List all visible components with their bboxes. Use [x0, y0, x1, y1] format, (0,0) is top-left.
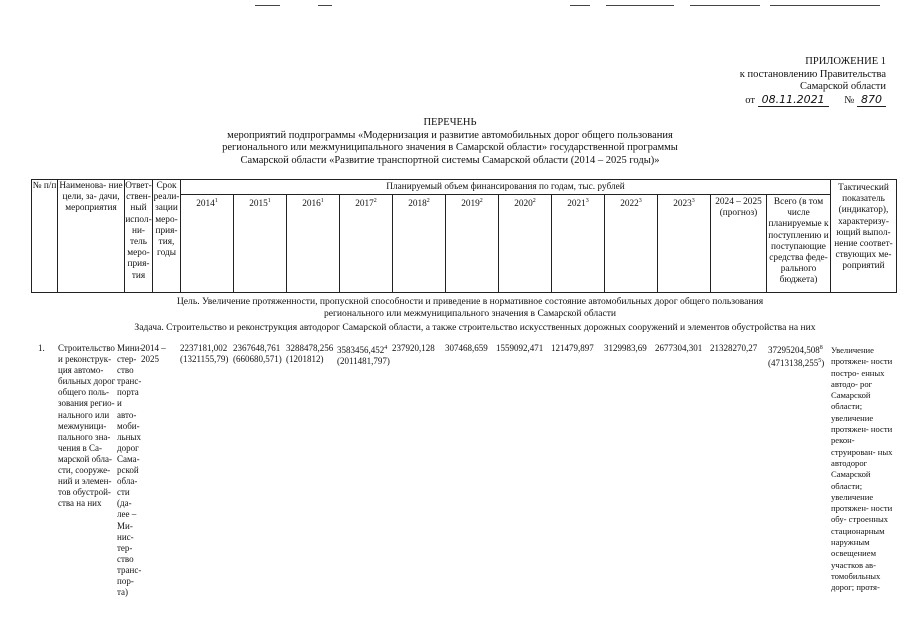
year-label: 2015 — [249, 199, 268, 210]
year-footnote: 2 — [532, 198, 536, 204]
header-year-2019 — [446, 196, 498, 210]
goal-text: Цель. Увеличение протяженности, пропускной способности и приведение в нормативное состояние автомобильных дорог общего пользования регионального или межмуниципального значения в Самарской области — [176, 296, 764, 319]
value-main: 2367648,761 — [233, 343, 281, 353]
title-line: Самарской области «Развитие транспортной системы Самарской области (2014 – 2025 годы)» — [240, 154, 660, 166]
total-value: 37295204,508 — [768, 345, 820, 355]
header-year-2014 — [181, 196, 233, 210]
task-text: Задача. Строительство и реконструкция автодорог Самарской области, а также строительство искусственных дорожных сооружений и элементов обустройства на них — [134, 322, 816, 333]
value-2021 — [551, 343, 607, 354]
title-line: регионального или межмуниципального значения в Самарской области» государственной программы — [222, 142, 678, 153]
row-indicator: Увеличение протяжен- ности постро- енных автодо- рог Самарской области; увеличение протяжен- ности рекон- струирован- ных автодорог Самарской области; увеличение протяжен- ности обу- строенных стационарным наружным освещением участков ав- томобильных дорог; протя- — [831, 345, 893, 593]
year-label: 2021 — [567, 199, 586, 210]
scan-edge-mark — [770, 5, 880, 6]
row-responsible: Мини- стер- ство транс- порта и авто- моби- льных дорог Сама- рской обла- сти (да- лее – Ми- нис- тер- ство транс- пор- та) — [117, 343, 143, 598]
header-year-2017 — [340, 196, 392, 210]
total-federal-paren: ) — [821, 358, 825, 369]
value-2017 — [337, 343, 393, 367]
header-col-forecast: 2024 – 2025 (прогноз) — [715, 197, 762, 219]
appendix-line: к постановлению Правительства — [739, 68, 886, 80]
value-main: 2237181,002 — [180, 343, 228, 353]
year-label: 2017 — [355, 199, 374, 210]
value-main: 307468,659 — [445, 343, 488, 353]
value-main: 237920,128 — [392, 343, 435, 353]
value-2020 — [496, 343, 552, 354]
row-activity-name: Строительство и реконструк- ция автомо- бильных дорог общего поль- зования регио- нального или межмуници- пального зна- чения в Са- марской обла- сти, сооруже- ний и элемен- тов обустрой- ства на них — [58, 343, 116, 509]
handwritten-number: 870 — [857, 93, 886, 107]
appendix-line: Самарской области — [800, 81, 886, 92]
date-prefix: от — [745, 94, 755, 106]
scan-edge-mark — [318, 5, 332, 6]
row-term: 2014 – 2025 — [141, 343, 166, 365]
year-label: 2023 — [673, 199, 692, 210]
value-main: 3129983,69 — [604, 343, 647, 353]
scan-edge-mark — [570, 5, 590, 6]
year-footnote: 2 — [426, 198, 430, 204]
header-year-2015 — [234, 196, 286, 210]
document-title — [200, 117, 700, 167]
value-federal: (1201812) — [286, 354, 324, 365]
value-federal: (1321155,79) — [180, 354, 229, 365]
value-federal: (660680,571) — [233, 354, 282, 365]
total-federal-value: (4713138,255 — [768, 358, 819, 369]
year-label: 2019 — [461, 199, 480, 210]
value-2019 — [445, 343, 501, 354]
total-federal-footnote: 5 — [818, 358, 822, 365]
appendix-block — [700, 56, 886, 107]
row-forecast: 21328270,27 — [710, 343, 758, 353]
year-footnote: 3 — [691, 198, 695, 204]
header-col-no: № п/п — [32, 181, 57, 191]
value-2023 — [655, 343, 711, 354]
handwritten-date: 08.11.2021 — [758, 93, 829, 107]
header-planned-financing: Планируемый объем финансирования по годам, тыс. рублей — [386, 182, 625, 192]
header-year-2022 — [605, 196, 657, 210]
header-year-2020 — [499, 196, 551, 210]
value-footnote: 4 — [384, 345, 388, 351]
header-year-2021 — [552, 196, 604, 210]
header-col-indicator: Тактический показатель (индикатор), характеризу- ющий выпол- нение соответ- ствующих ме- роприятий — [834, 183, 893, 272]
value-2014 — [180, 343, 236, 365]
header-year-2023 — [658, 196, 710, 210]
year-label: 2014 — [196, 199, 215, 210]
year-footnote: 2 — [373, 198, 377, 204]
value-main: 2677304,301 — [655, 343, 703, 353]
year-label: 2018 — [408, 199, 427, 210]
header-col-name: Наименова- ние цели, за- дачи, мероприятия — [59, 181, 123, 214]
year-footnote: 3 — [585, 198, 589, 204]
number-prefix: № — [844, 94, 855, 106]
appendix-title: ПРИЛОЖЕНИЕ 1 — [805, 56, 886, 67]
header-col-total: Всего (в том числе планируемые к поступлению и поступающие средства феде- рального бюджета) — [768, 197, 829, 286]
year-footnote: 1 — [214, 198, 218, 204]
scan-edge-mark — [606, 5, 674, 6]
year-label: 2022 — [620, 199, 639, 210]
year-label: 2020 — [514, 199, 533, 210]
total-footnote: 8 — [819, 345, 823, 351]
row-number: 1. — [38, 343, 45, 353]
value-2018 — [392, 343, 448, 354]
value-main: 121479,897 — [551, 343, 594, 353]
year-label: 2016 — [302, 199, 321, 210]
value-main: 3288478,256 — [286, 343, 334, 353]
header-col-term: Срок реали- зации меро- прия- тия, годы — [153, 181, 180, 259]
year-footnote: 2 — [479, 198, 483, 204]
row-total — [768, 343, 830, 369]
header-col-responsible: Ответ- ствен- ный испол- ни- тель меро- прия- тия — [125, 181, 152, 281]
title-heading: ПЕРЕЧЕНЬ — [423, 117, 477, 128]
year-footnote: 1 — [320, 198, 324, 204]
value-2015 — [233, 343, 289, 365]
scan-edge-mark — [255, 5, 280, 6]
value-2016 — [286, 343, 342, 365]
header-year-2018 — [393, 196, 445, 210]
header-year-2016 — [287, 196, 339, 210]
value-2022 — [604, 343, 660, 354]
appendix-date-line — [700, 94, 886, 108]
title-line: мероприятий подпрограммы «Модернизация и развитие автомобильных дорог общего пользования — [227, 129, 673, 141]
value-main: 3583456,452 — [337, 345, 385, 355]
value-federal: (2011481,797) — [337, 356, 390, 367]
value-main: 1559092,471 — [496, 343, 544, 353]
scan-edge-mark — [690, 5, 760, 6]
year-footnote: 3 — [638, 198, 642, 204]
year-footnote: 1 — [267, 198, 271, 204]
